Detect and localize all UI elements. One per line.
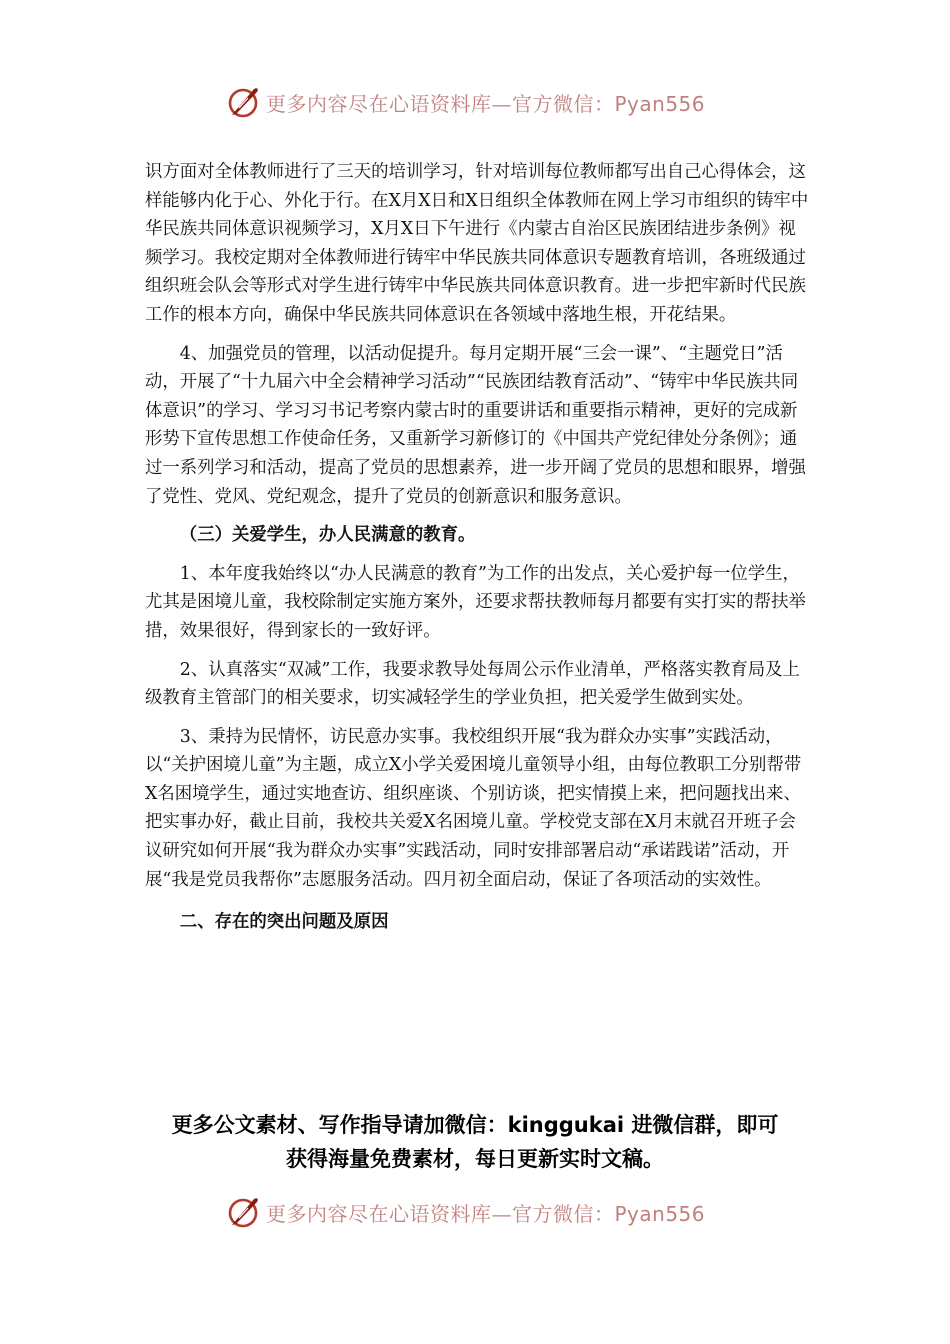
- footer-banner: [226, 1190, 746, 1234]
- paragraph-care-1: 1、本年度我始终以“办人民满意的教育”为工作的出发点，关心爱护每一位学生，尤其是困境儿童，我校除制定实施方案外，还要求帮扶教师每月都要有实打实的帮扶举措，效果很好，得到家长的一致好评。: [145, 563, 806, 641]
- promo-line-1: 更多公文素材、写作指导请加微信：kinggukai 进微信群，即可: [171, 1113, 779, 1137]
- promo-line-2: 获得海量免费素材，每日更新实时文稿。: [286, 1147, 664, 1171]
- banner-text: 更多内容尽在心语资料库—官方微信：Pyan556: [266, 91, 706, 116]
- banner-text: 更多内容尽在心语资料库—官方微信：Pyan556: [266, 1201, 706, 1226]
- promo-text: [120, 1108, 830, 1176]
- paragraph-party-members: 4、加强党员的管理，以活动促提升。每月定期开展“三会一课”、“主题党日”活动，开展了“十九届六中全会精神学习活动”“民族团结教育活动”、“铸牢中华民族共同体意识”的学习、学习习书记考察内蒙古时的重要讲话和重要指示精神，更好的完成新形势下宣传思想工作使命任务，又重新学习新修订的《中国共产党纪律处分条例》；通过一系列学习和活动，提高了党员的思想素养，进一步开阔了党员的思想和眼界，增强了党性、党风、党纪观念，提升了党员的创新意识和服务意识。: [145, 343, 806, 507]
- document-body: [145, 158, 810, 937]
- quill-pen-logo-icon: [226, 1194, 262, 1230]
- paragraph-practical-work: 3、秉持为民情怀，访民意办实事。我校组织开展“我为群众办实事”实践活动，以“关护困境儿童”为主题，成立X小学关爱困境儿童领导小组，由每位教职工分别帮带X名困境学生，通过实地查访、组织座谈、个别访谈，把实情摸上来，把问题找出来、把实事办好，截止目前，我校共关爱X名困境儿童。学校党支部在X月末就召开班子会议研究如何开展“我为群众办实事”实践活动，同时安排部署启动“承诺践诺”活动，开展“我是党员我帮你”志愿服务活动。四月初全面启动，保证了各项活动的实效性。: [145, 726, 802, 890]
- section-heading-problems: 二、存在的突出问题及原因: [179, 912, 389, 933]
- header-banner: [226, 80, 746, 124]
- paragraph-double-reduction: 2、认真落实“双减”工作，我要求教导处每周公示作业清单，严格落实教育局及上级教育主管部门的相关要求，切实减轻学生的学业负担，把关爱学生做到实处。: [145, 659, 800, 709]
- section-heading-care-students: （三）关爱学生，办人民满意的教育。: [179, 525, 476, 546]
- quill-pen-logo-icon: [226, 84, 262, 120]
- paragraph-training: 识方面对全体教师进行了三天的培训学习，针对培训每位教师都写出自己心得体会，这样能够内化于心、外化于行。在X月X日和X日组织全体教师在网上学习市组织的铸牢中华民族共同体意识视频学习，X月X日下午进行《内蒙古自治区民族团结进步条例》视频学习。我校定期对全体教师进行铸牢中华民族共同体意识专题教育培训，各班级通过组织班会队会等形式对学生进行铸牢中华民族共同体意识教育。进一步把牢新时代民族工作的根本方向，确保中华民族共同体意识在各领域中落地生根，开花结果。: [145, 162, 809, 325]
